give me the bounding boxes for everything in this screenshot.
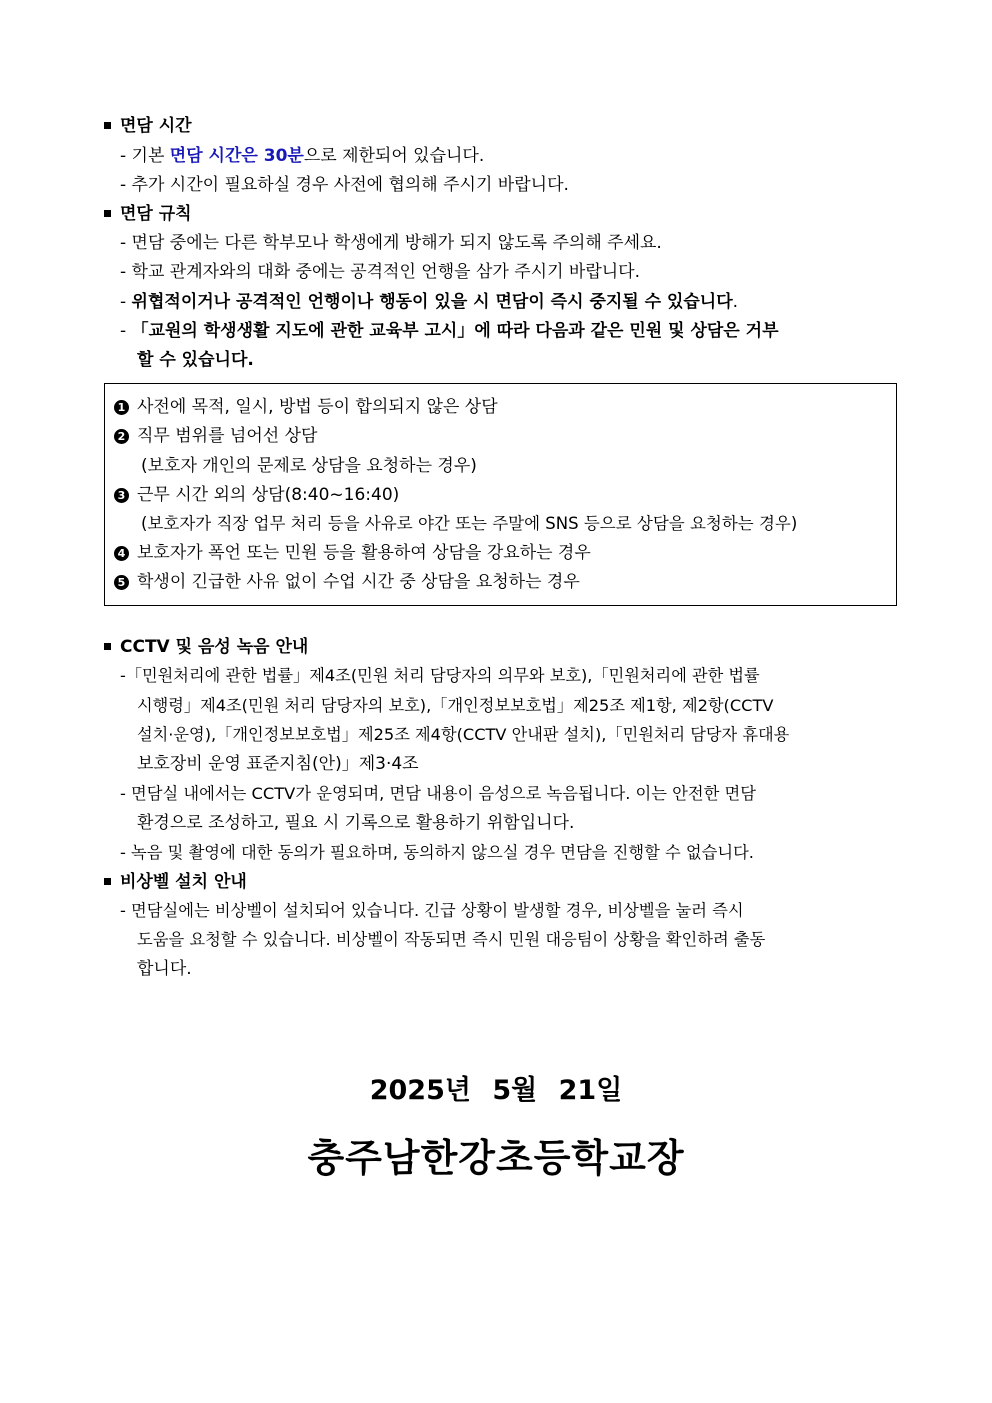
bell-line-3: 합니다. [137, 959, 192, 979]
document-date: 2025년 5월 21일 [369, 1075, 623, 1106]
rules-line-3: - 위협적이거나 공격적인 언행이나 행동이 있을 시 면담이 즉시 중지될 수 있습니다. [120, 292, 739, 312]
refusal-item-4: 4 보호자가 폭언 또는 민원 등을 활용하여 상담을 강요하는 경우 [114, 542, 591, 564]
section-heading-bell: 비상벨 설치 안내 [104, 871, 247, 893]
circled-number-icon: 4 [114, 546, 129, 561]
section-heading-cctv: CCTV 및 음성 녹음 안내 [104, 636, 308, 658]
time-line-1: - 기본 면담 시간은 30분으로 제한되어 있습니다. [120, 146, 485, 166]
square-bullet-icon [104, 878, 111, 885]
refusal-item-3: 3 근무 시간 외의 상담(8:40~16:40) [114, 484, 399, 506]
cctv-p2-line-1: - 면담실 내에서는 CCTV가 운영되며, 면담 내용이 음성으로 녹음됩니다. 이는 안전한 면담 [120, 784, 756, 803]
square-bullet-icon [104, 210, 111, 217]
square-bullet-icon [104, 122, 111, 129]
section-heading-time: 면담 시간 [104, 115, 192, 137]
cctv-p3-line-1: - 녹음 및 촬영에 대한 동의가 필요하며, 동의하지 않으실 경우 면담을 진행할 수 없습니다. [120, 843, 754, 862]
time-highlight: 면담 시간은 30분 [169, 146, 304, 166]
cctv-p1-line-2: 시행령」제4조(민원 처리 담당자의 보호),「개인정보보호법」제25조 제1항, 제2항(CCTV [137, 696, 774, 715]
section-heading-rules: 면담 규칙 [104, 203, 192, 225]
circled-number-icon: 1 [114, 400, 129, 415]
square-bullet-icon [104, 643, 111, 650]
rules-line-2: - 학교 관계자와의 대화 중에는 공격적인 언행을 삼가 주시기 바랍니다. [120, 262, 640, 282]
cctv-p2-line-2: 환경으로 조성하고, 필요 시 기록으로 활용하기 위함입니다. [137, 813, 575, 833]
circled-number-icon: 3 [114, 488, 129, 503]
rules-line-4: - 「교원의 학생생활 지도에 관한 교육부 고시」에 따라 다음과 같은 민원 및 상담은 거부 [120, 321, 779, 341]
circled-number-icon: 2 [114, 429, 129, 444]
cctv-p1-line-1: -「민원처리에 관한 법률」제4조(민원 처리 담당자의 의무와 보호),「민원처리에 관한 법률 [120, 666, 760, 685]
refusal-item-2-note: (보호자 개인의 문제로 상담을 요청하는 경우) [141, 456, 477, 476]
bell-line-1: - 면담실에는 비상벨이 설치되어 있습니다. 긴급 상황이 발생할 경우, 비상벨을 눌러 즉시 [120, 901, 744, 920]
refusal-item-5: 5 학생이 긴급한 사유 없이 수업 시간 중 상담을 요청하는 경우 [114, 571, 580, 593]
bell-line-2: 도움을 요청할 수 있습니다. 비상벨이 작동되면 즉시 민원 대응팀이 상황을 확인하려 출동 [137, 930, 766, 949]
circled-number-icon: 5 [114, 575, 129, 590]
rules-line-5: 할 수 있습니다. [137, 350, 254, 370]
refusal-item-1: 1 사전에 목적, 일시, 방법 등이 합의되지 않은 상담 [114, 396, 498, 418]
cctv-p1-line-4: 보호장비 운영 표준지침(안)」제3·4조 [137, 754, 419, 774]
refusal-item-2: 2 직무 범위를 넘어선 상담 [114, 425, 317, 447]
time-line-2: - 추가 시간이 필요하실 경우 사전에 협의해 주시기 바랍니다. [120, 175, 569, 195]
school-name-signature: 충주남한강초등학교장 [307, 1136, 685, 1180]
rules-line-1: - 면담 중에는 다른 학부모나 학생에게 방해가 되지 않도록 주의해 주세요. [120, 233, 662, 253]
cctv-p1-line-3: 설치·운영),「개인정보보호법」제25조 제4항(CCTV 안내판 설치),「민원처리 담당자 휴대용 [137, 725, 790, 744]
refusal-item-3-note: (보호자가 직장 업무 처리 등을 사유로 야간 또는 주말에 SNS 등으로 상담을 요청하는 경우) [141, 514, 798, 533]
